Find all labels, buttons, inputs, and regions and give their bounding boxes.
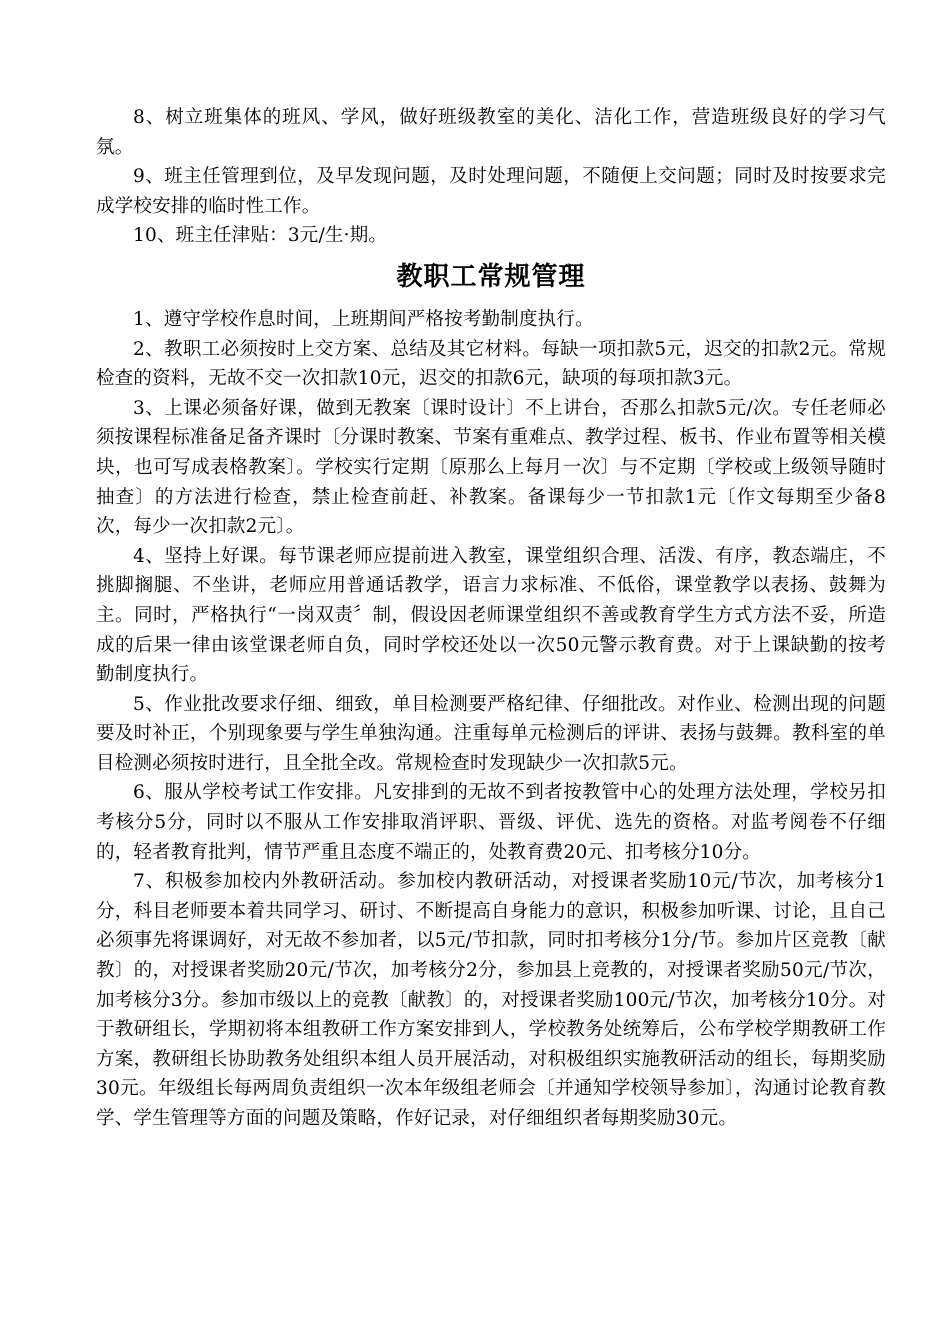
- rule-item-4: 4、坚持上好课。每节课老师应提前进入教室，课堂组织合理、活泼、有序，教态端庄，不挑脚搁腿、不坐讲，老师应用普通话教学，语言力求标准、不低俗，课堂教学以表扬、鼓舞为主。同时，严格执行“一岗双责〞制，假设因老师课堂组织不善或教育学生方式方法不妥，所造成的后果一律由该堂课老师自负，同时学校还处以一次50元警示教育费。对于上课缺勤的按考勤制度执行。: [96, 545, 886, 686]
- paragraph-item-9: 9、班主任管理到位，及早发现问题，及时处理问题，不随便上交问题；同时及时按要求完成学校安排的临时性工作。: [96, 166, 886, 217]
- rule-item-1: 1、遵守学校作息时间，上班期间严格按考勤制度执行。: [133, 308, 594, 330]
- paragraph-item-10: 10、班主任津贴：3元/生·期。: [133, 225, 388, 247]
- section-title: 教职工常规管理: [396, 261, 586, 292]
- document-page: [96, 103, 886, 1134]
- rule-item-7: 7、积极参加校内外教研活动。参加校内教研活动，对授课者奖励10元/节次，加考核分1分，科目老师要本着共同学习、研讨、不断提高自身能力的意识，积极参加听课、讨论，且自己必须事先将课调好，对无故不参加者，以5元/节扣款，同时扣考核分1分/节。参加片区竞教〔献教〕的，对授课者奖励20元/节次，加考核分2分，参加县上竞教的，对授课者奖励50元/节次，加考核分3分。参加市级以上的竞教〔献教〕的，对授课者奖励100元/节次，加考核分10分。对于教研组长，学期初将本组教研工作方案安排到人，学校教务处统筹后，公布学校学期教研工作方案，教研组长协助教务处组织本组人员开展活动，对积极组织实施教研活动的组长，每期奖励30元。年级组长每两周负责组织一次本年级组老师会〔并通知学校领导参加〕，沟通讨论教育教学、学生管理等方面的问题及策略，作好记录，对仔细组织者每期奖励30元。: [96, 871, 886, 1129]
- rule-item-5: 5、作业批改要求仔细、细致，单目检测要严格纪律、仔细批改。对作业、检测出现的问题要及时补正，个别现象要与学生单独沟通。注重每单元检测后的评讲、表扬与鼓舞。教科室的单目检测必须按时进行，且全批全改。常规检查时发现缺少一次扣款5元。: [96, 693, 886, 774]
- paragraph-item-8: 8、树立班集体的班风、学风，做好班级教室的美化、洁化工作，营造班级良好的学习气氛。: [96, 107, 886, 158]
- rule-item-2: 2、教职工必须按时上交方案、总结及其它材料。每缺一项扣款5元，迟交的扣款2元。常规检查的资料，无故不交一次扣款10元，迟交的扣款6元，缺项的每项扣款3元。: [96, 338, 886, 390]
- rule-item-3: 3、上课必须备好课，做到无教案〔课时设计〕不上讲台，否那么扣款5元/次。专任老师必须按课程标准备足备齐课时〔分课时教案、节案有重难点、教学过程、板书、作业布置等相关模块，也可写成表格教案〕。学校实行定期〔原那么上每月一次〕与不定期〔学校或上级领导随时抽查〕的方法进行检查，禁止检查前赶、补教案。备课每少一节扣款1元〔作文每期至少备8次，每少一次扣款2元〕。: [96, 397, 886, 538]
- rule-item-6: 6、服从学校考试工作安排。凡安排到的无故不到者按教管中心的处理方法处理，学校另扣考核分5分，同时以不服从工作安排取消评职、晋级、评优、选先的资格。对监考阅卷不仔细的，轻者教育批判，情节严重且态度不端正的，处教育费20元、扣考核分10分。: [96, 782, 886, 863]
